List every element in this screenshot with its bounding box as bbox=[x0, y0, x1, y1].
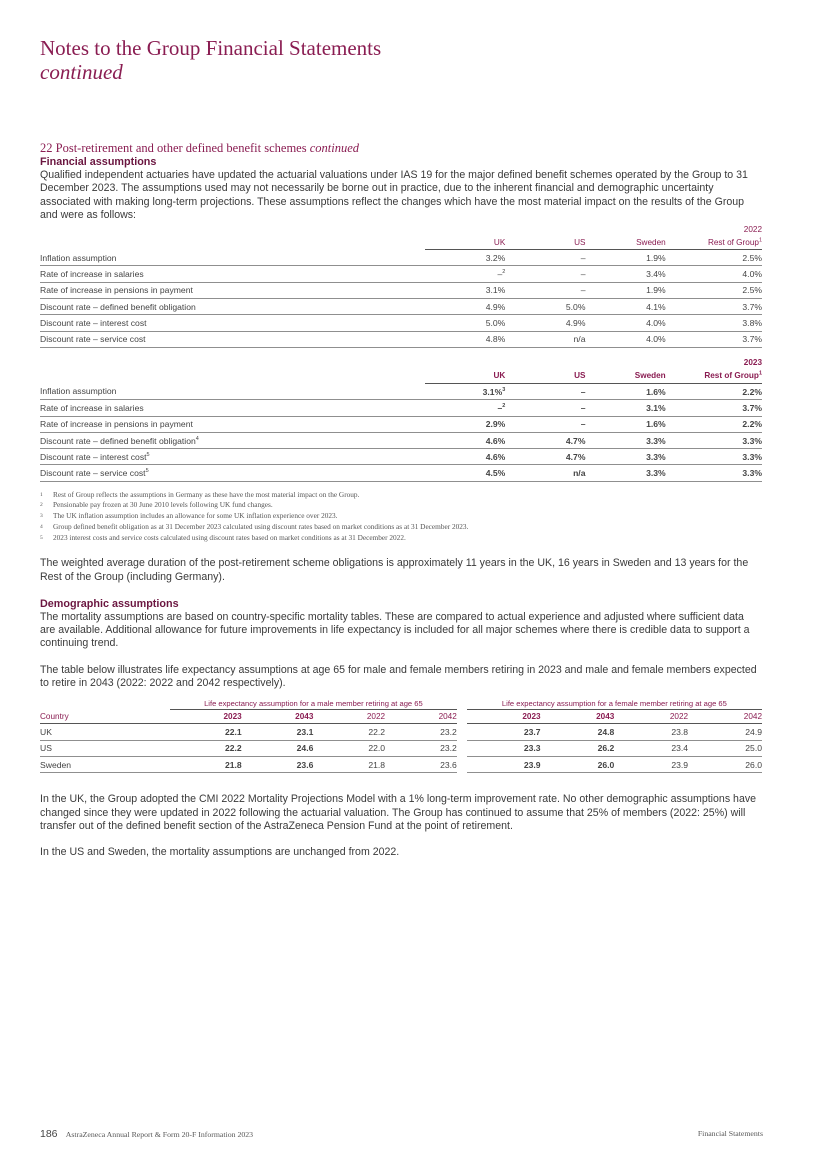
cell-value: 2.2% bbox=[742, 419, 762, 430]
table-row bbox=[40, 465, 762, 481]
cell-sweden bbox=[585, 432, 665, 448]
col-us: US bbox=[505, 369, 585, 384]
closing-paragraph-1: In the UK, the Group adopted the CMI 2022 Mortality Projections Model with a 1% long-term improvement rate. No other demographic assumptions have changed since they were updated in 2022 following the actuarial valuation. The Group has continued to assume that 25% of members (2022: 25%) will transfer out of the defined benefit section of the AstraZeneca Pension Fund at the point of retirement. bbox=[40, 793, 757, 832]
cell-value: 4.9% bbox=[565, 318, 586, 329]
footnote-number: 5 bbox=[40, 534, 43, 541]
cell-value: 4.7% bbox=[565, 451, 586, 462]
male-value: 24.6 bbox=[242, 740, 314, 756]
cell-uk bbox=[425, 250, 505, 266]
cell-value: 4.0% bbox=[742, 269, 762, 280]
table-row bbox=[40, 331, 762, 347]
cell-sweden bbox=[585, 400, 665, 416]
table-row bbox=[40, 416, 762, 432]
male-value: 21.8 bbox=[313, 756, 385, 772]
col-rest-of-group: Rest of Group$^1$ bbox=[666, 369, 762, 384]
page-header bbox=[40, 36, 381, 84]
country-header: Country bbox=[40, 710, 170, 724]
female-year-2023: 2023 bbox=[467, 710, 541, 724]
table-row bbox=[40, 756, 762, 772]
footnote-number: 1 bbox=[40, 491, 43, 498]
cell-sweden bbox=[585, 250, 665, 266]
cell-us bbox=[505, 282, 585, 298]
cell-value: 3.7% bbox=[742, 402, 762, 413]
cell-us bbox=[505, 331, 585, 347]
cell-uk bbox=[425, 416, 505, 432]
cell-uk bbox=[425, 465, 505, 481]
cell-uk bbox=[425, 299, 505, 315]
section-continued: continued bbox=[309, 141, 359, 155]
cell-value: – bbox=[580, 285, 586, 296]
male-value: 21.8 bbox=[170, 756, 242, 772]
cell-value: 3.2% bbox=[485, 252, 506, 263]
cell-us bbox=[505, 432, 585, 448]
cell-value: 4.0% bbox=[646, 318, 666, 329]
footnote-number: 2 bbox=[40, 502, 43, 509]
cell-value: 1.6% bbox=[646, 419, 666, 430]
cell-rest bbox=[666, 315, 762, 331]
male-value: 23.2 bbox=[385, 740, 457, 756]
cell-value: 4.7% bbox=[565, 435, 586, 446]
row-label-text: Rate of increase in salaries bbox=[40, 269, 144, 280]
female-value: 23.9 bbox=[614, 756, 688, 772]
female-year-2043: 2043 bbox=[541, 710, 615, 724]
female-value: 23.7 bbox=[467, 724, 541, 740]
main-content bbox=[40, 141, 762, 859]
cell-value: 2.2% bbox=[742, 386, 762, 397]
cell-us bbox=[505, 416, 585, 432]
table-2022 bbox=[40, 223, 762, 348]
country-name: UK bbox=[40, 724, 170, 740]
cell-uk bbox=[425, 266, 505, 282]
male-year-2043: 2043 bbox=[242, 710, 314, 724]
cell-rest bbox=[666, 416, 762, 432]
footnote-text: 2023 interest costs and service costs calculated using discount rates based on market conditions as at 31 December 2022. bbox=[53, 532, 406, 542]
footnote-ref: 5 bbox=[145, 468, 149, 475]
cell-value: 3.4% bbox=[646, 269, 666, 280]
footnote-ref: 2 bbox=[502, 403, 506, 410]
col-uk: UK bbox=[425, 235, 505, 250]
row-label bbox=[40, 383, 425, 399]
cell-value: 4.6% bbox=[485, 451, 506, 462]
male-year-2022: 2022 bbox=[313, 710, 385, 724]
cell-value: 3.3% bbox=[742, 451, 762, 462]
table-row bbox=[40, 250, 762, 266]
female-value: 25.0 bbox=[688, 740, 762, 756]
male-value: 23.1 bbox=[242, 724, 314, 740]
footnote-number: 3 bbox=[40, 513, 43, 520]
cell-uk bbox=[425, 315, 505, 331]
cell-sweden bbox=[585, 449, 665, 465]
cell-value: 1.9% bbox=[646, 252, 666, 263]
col-sweden: Sweden bbox=[585, 235, 665, 250]
row-label-text: Discount rate – interest cost bbox=[40, 318, 147, 329]
report-name: AstraZeneca Annual Report & Form 20-F Information 2023 bbox=[65, 1130, 254, 1139]
cell-value: 3.8% bbox=[742, 318, 762, 329]
row-label bbox=[40, 449, 425, 465]
cell-rest bbox=[666, 432, 762, 448]
footnote bbox=[40, 490, 762, 501]
row-label-text: Discount rate – defined benefit obligation bbox=[40, 435, 196, 446]
cell-value: 1.6% bbox=[646, 386, 666, 397]
row-label bbox=[40, 416, 425, 432]
male-year-2023: 2023 bbox=[170, 710, 242, 724]
male-value: 23.2 bbox=[385, 724, 457, 740]
cell-value: 3.3% bbox=[742, 468, 762, 479]
female-value: 24.9 bbox=[688, 724, 762, 740]
footnote bbox=[40, 533, 762, 544]
table-row bbox=[40, 282, 762, 298]
cell-value: – bbox=[580, 402, 586, 413]
cell-uk bbox=[425, 282, 505, 298]
footnote-text: Rest of Group reflects the assumptions in Germany as these have the most material impact on the Group. bbox=[53, 489, 360, 499]
footnote-ref: 5 bbox=[146, 451, 150, 458]
cell-value: 3.3% bbox=[646, 435, 666, 446]
cell-uk bbox=[425, 449, 505, 465]
footnote bbox=[40, 511, 762, 522]
cell-uk bbox=[425, 331, 505, 347]
cell-us bbox=[505, 465, 585, 481]
row-label-text: Discount rate – service cost bbox=[40, 334, 146, 345]
cell-us bbox=[505, 400, 585, 416]
table-2023-year: 2023 bbox=[743, 358, 762, 368]
footnote-text: Group defined benefit obligation as at 31 December 2023 calculated using discount rates based on market conditions as at 31 December 2023. bbox=[53, 521, 469, 531]
cell-value: 4.8% bbox=[485, 334, 506, 345]
footer-section: Financial Statements bbox=[697, 1129, 763, 1138]
cell-value: – bbox=[580, 252, 586, 263]
female-value: 23.8 bbox=[614, 724, 688, 740]
cell-value: 3.7% bbox=[742, 301, 762, 312]
cell-rest bbox=[666, 400, 762, 416]
cell-value: 3.3% bbox=[646, 468, 666, 479]
female-value: 24.8 bbox=[541, 724, 615, 740]
cell-value: 4.1% bbox=[646, 301, 666, 312]
footnotes bbox=[40, 490, 762, 544]
cell-value: 2.5% bbox=[742, 285, 762, 296]
row-label bbox=[40, 465, 425, 481]
female-value: 26.0 bbox=[688, 756, 762, 772]
cell-sweden bbox=[585, 299, 665, 315]
cell-value: – bbox=[497, 269, 503, 280]
duration-paragraph: The weighted average duration of the post-retirement scheme obligations is approximately 11 years in the UK, 16 years in Sweden and 13 years for the Rest of the Group (including Germany). bbox=[40, 557, 749, 583]
table-row bbox=[40, 383, 762, 399]
table-2022-year: 2022 bbox=[743, 224, 762, 234]
footnote-ref: 4 bbox=[195, 435, 199, 442]
page-number: 186 bbox=[40, 1128, 58, 1140]
table-row bbox=[40, 400, 762, 416]
cell-us bbox=[505, 266, 585, 282]
row-label bbox=[40, 250, 425, 266]
cell-value: 2.5% bbox=[742, 252, 762, 263]
male-value: 23.6 bbox=[242, 756, 314, 772]
row-label-text: Rate of increase in salaries bbox=[40, 402, 144, 413]
cell-value: n/a bbox=[573, 468, 586, 479]
country-name: US bbox=[40, 740, 170, 756]
male-value: 22.2 bbox=[313, 724, 385, 740]
cell-us bbox=[505, 383, 585, 399]
male-group-header: Life expectancy assumption for a male member retiring at age 65 bbox=[170, 697, 457, 710]
cell-us bbox=[505, 315, 585, 331]
cell-value: 3.1% bbox=[646, 402, 666, 413]
row-label-text: Inflation assumption bbox=[40, 252, 117, 263]
female-value: 23.4 bbox=[614, 740, 688, 756]
row-label-text: Inflation assumption bbox=[40, 386, 117, 397]
financial-intro: Qualified independent actuaries have updated the actuarial valuations under IAS 19 for the major defined benefit schemes operated by the Group to 31 December 2023. The assumptions used may not necessarily be borne out in practice, due to the inherent financial and demographic uncertainty associated with making long-term projections. These assumptions reflect the changes which have the most material impact on the results of the Group and were as follows: bbox=[40, 169, 748, 221]
female-value: 26.2 bbox=[541, 740, 615, 756]
cell-rest bbox=[666, 383, 762, 399]
male-value: 22.1 bbox=[170, 724, 242, 740]
cell-value: – bbox=[497, 402, 503, 413]
cell-us bbox=[505, 250, 585, 266]
closing-paragraph-2: In the US and Sweden, the mortality assumptions are unchanged from 2022. bbox=[40, 846, 400, 859]
table-row bbox=[40, 266, 762, 282]
cell-value: 1.9% bbox=[646, 285, 666, 296]
col-uk: UK bbox=[425, 369, 505, 384]
female-value: 23.3 bbox=[467, 740, 541, 756]
male-value: 22.2 bbox=[170, 740, 242, 756]
financial-assumptions-heading: Financial assumptions bbox=[40, 156, 157, 168]
cell-uk bbox=[425, 383, 505, 399]
row-label bbox=[40, 432, 425, 448]
cell-value: 4.9% bbox=[485, 301, 506, 312]
row-label-text: Discount rate – defined benefit obligation bbox=[40, 301, 196, 312]
cell-rest bbox=[666, 282, 762, 298]
col-sweden: Sweden bbox=[585, 369, 665, 384]
table-row bbox=[40, 299, 762, 315]
cell-sweden bbox=[585, 331, 665, 347]
cell-value: 5.0% bbox=[565, 301, 586, 312]
cell-value: – bbox=[580, 419, 586, 430]
cell-us bbox=[505, 449, 585, 465]
row-label bbox=[40, 299, 425, 315]
cell-value: – bbox=[580, 269, 586, 280]
male-value: 23.6 bbox=[385, 756, 457, 772]
demographic-heading: Demographic assumptions bbox=[40, 597, 179, 610]
cell-rest bbox=[666, 465, 762, 481]
section-title bbox=[40, 141, 762, 155]
male-value: 22.0 bbox=[313, 740, 385, 756]
cell-rest bbox=[666, 266, 762, 282]
footnote-number: 4 bbox=[40, 523, 43, 530]
cell-value: 3.3% bbox=[742, 435, 762, 446]
demographic-paragraph-1: The mortality assumptions are based on country-specific mortality tables. These are compared to actual experience and adjusted where sufficient data are available. Additional allowance for future improvements in life expectancy is included for all major schemes where there is credible data to support a continuing trend. bbox=[40, 610, 750, 650]
cell-value: 4.5% bbox=[485, 468, 506, 479]
cell-sweden bbox=[585, 282, 665, 298]
male-year-2042: 2042 bbox=[385, 710, 457, 724]
row-label-text: Discount rate – interest cost bbox=[40, 451, 147, 462]
page-footer bbox=[40, 1128, 763, 1140]
cell-sweden bbox=[585, 416, 665, 432]
table-row bbox=[40, 449, 762, 465]
cell-value: 4.6% bbox=[485, 435, 506, 446]
table-row bbox=[40, 740, 762, 756]
cell-rest bbox=[666, 331, 762, 347]
cell-sweden bbox=[585, 266, 665, 282]
row-label-text: Rate of increase in pensions in payment bbox=[40, 419, 193, 430]
female-value: 26.0 bbox=[541, 756, 615, 772]
footnote-text: Pensionable pay frozen at 30 June 2010 levels following UK fund changes. bbox=[53, 500, 273, 510]
row-label bbox=[40, 282, 425, 298]
cell-uk bbox=[425, 432, 505, 448]
cell-value: 2.9% bbox=[485, 419, 506, 430]
female-group-header: Life expectancy assumption for a female member retiring at age 65 bbox=[467, 697, 762, 710]
female-year-2042: 2042 bbox=[688, 710, 762, 724]
table-row bbox=[40, 724, 762, 740]
row-label bbox=[40, 331, 425, 347]
footnote bbox=[40, 500, 762, 511]
cell-sweden bbox=[585, 315, 665, 331]
cell-value: n/a bbox=[573, 334, 586, 345]
section-title-text: 22 Post-retirement and other defined benefit schemes bbox=[40, 141, 307, 155]
cell-rest bbox=[666, 250, 762, 266]
footnote bbox=[40, 522, 762, 533]
footnote-ref: 3 bbox=[502, 386, 506, 393]
table-row bbox=[40, 432, 762, 448]
table-2023 bbox=[40, 357, 762, 482]
page-subtitle: continued bbox=[40, 60, 123, 84]
row-label bbox=[40, 315, 425, 331]
cell-value: – bbox=[580, 386, 586, 397]
life-expectancy-table bbox=[40, 697, 762, 773]
cell-value: 5.0% bbox=[485, 318, 506, 329]
row-label bbox=[40, 266, 425, 282]
footnote-text: The UK inflation assumption includes an allowance for some UK inflation experience over 2023. bbox=[53, 511, 338, 521]
demographic-paragraph-2: The table below illustrates life expectancy assumptions at age 65 for male and female members retiring in 2023 and male and female members expected to retire in 2043 (2022: 2022 and 2042 respectively). bbox=[40, 663, 757, 690]
female-value: 23.9 bbox=[467, 756, 541, 772]
country-name: Sweden bbox=[40, 756, 170, 772]
cell-rest bbox=[666, 299, 762, 315]
row-label-text: Discount rate – service cost bbox=[40, 468, 146, 479]
cell-sweden bbox=[585, 465, 665, 481]
female-year-2022: 2022 bbox=[614, 710, 688, 724]
cell-value: 3.1% bbox=[482, 386, 503, 397]
cell-value: 3.1% bbox=[485, 285, 506, 296]
table-row bbox=[40, 315, 762, 331]
row-label bbox=[40, 400, 425, 416]
cell-value: 3.7% bbox=[742, 334, 762, 345]
cell-rest bbox=[666, 449, 762, 465]
col-us: US bbox=[505, 235, 585, 250]
col-rest-of-group: Rest of Group$^1$ bbox=[666, 235, 762, 250]
row-label-text: Rate of increase in pensions in payment bbox=[40, 285, 193, 296]
cell-uk bbox=[425, 400, 505, 416]
cell-value: 3.3% bbox=[646, 451, 666, 462]
footnote-ref: 2 bbox=[502, 269, 506, 276]
cell-us bbox=[505, 299, 585, 315]
cell-sweden bbox=[585, 383, 665, 399]
cell-value: 4.0% bbox=[646, 334, 666, 345]
page-title: Notes to the Group Financial Statements bbox=[40, 36, 382, 60]
